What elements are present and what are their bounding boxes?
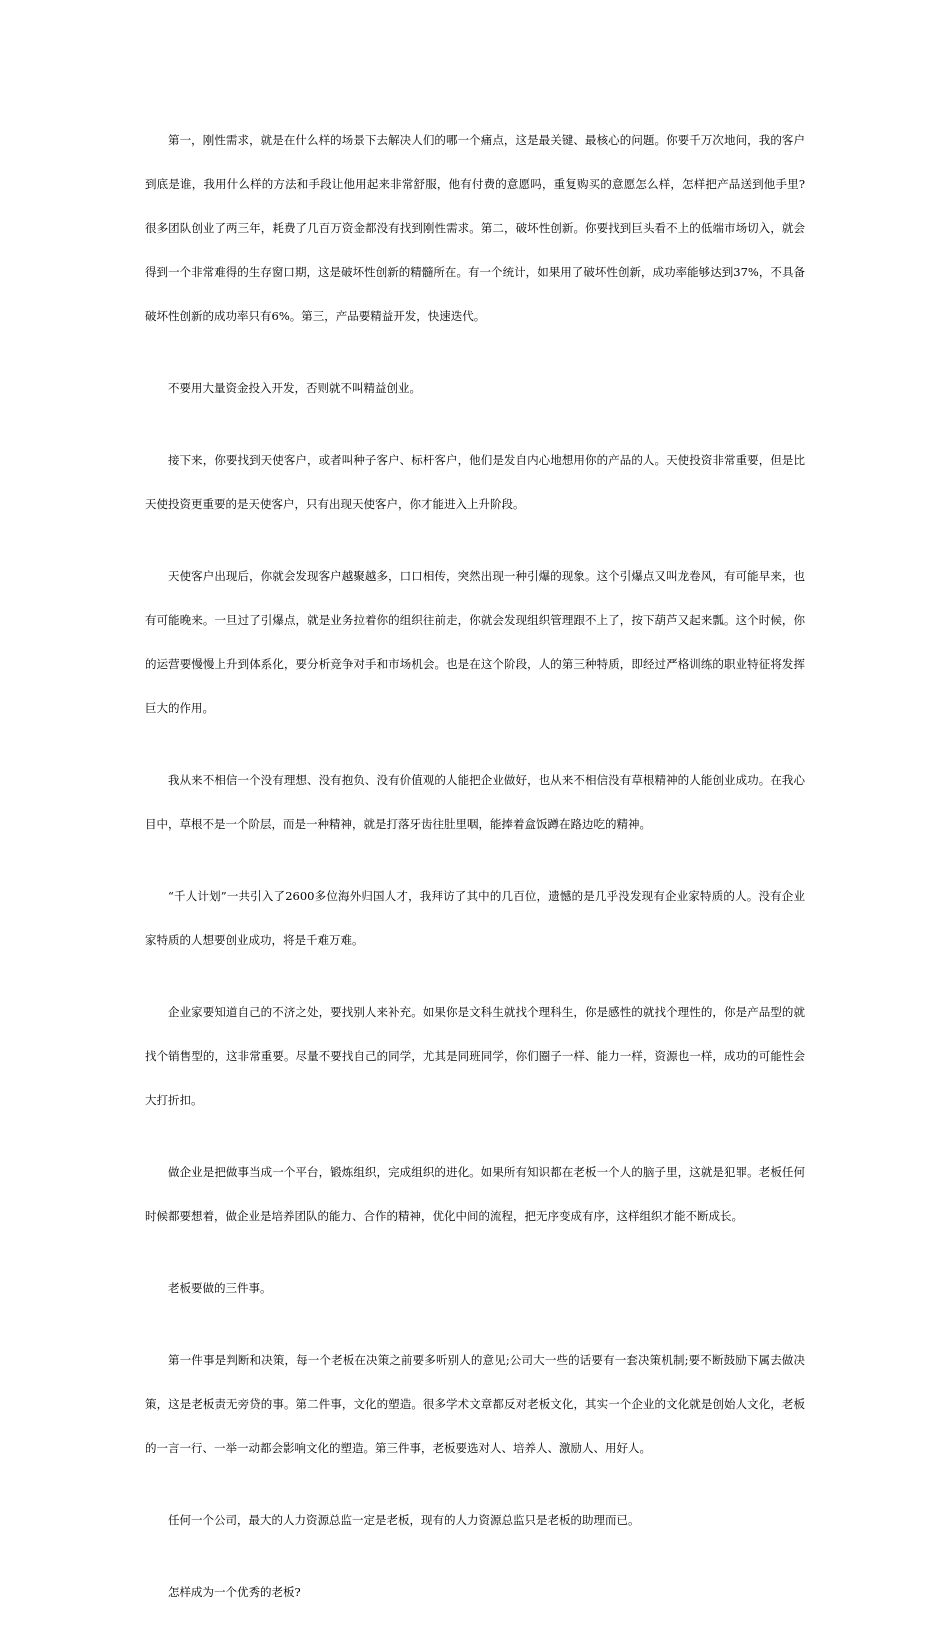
paragraph-5: 我从来不相信一个没有理想、没有抱负、没有价值观的人能把企业做好，也从来不相信没有草根精神的人能创业成功。在我心目中，草根不是一个阶层，而是一种精神，就是打落牙齿往肚里咽，能捧着盒饭蹲在路边吃的精神。 [145,773,805,831]
paragraph-11: 任何一个公司，最大的人力资源总监一定是老板，现有的人力资源总监只是老板的助理而已。 [168,1513,640,1527]
paragraph-10: 第一件事是判断和决策，每一个老板在决策之前要多听别人的意见;公司大一些的话要有一套决策机制;要不断鼓励下属去做决策，这是老板责无旁贷的事。第二件事，文化的塑造。很多学术文章都反对老板文化，其实一个企业的文化就是创始人文化，老板的一言一行、一举一动都会影响文化的塑造。第三件事，老板要选对人、培养人、激励人、用好人。 [145,1353,805,1455]
paragraph-4: 天使客户出现后，你就会发现客户越聚越多，口口相传，突然出现一种引爆的现象。这个引爆点又叫龙卷风，有可能早来，也有可能晚来。一旦过了引爆点，就是业务拉着你的组织往前走，你就会发现组织管理跟不上了，按下葫芦又起来瓢。这个时候，你的运营要慢慢上升到体系化，要分析竞争对手和市场机会。也是在这个阶段，人的第三种特质，即经过严格训练的职业特征将发挥巨大的作用。 [145,569,805,715]
paragraph-1: 第一，刚性需求，就是在什么样的场景下去解决人们的哪一个痛点，这是最关键、最核心的问题。你要千万次地问，我的客户到底是谁，我用什么样的方法和手段让他用起来非常舒服，他有付费的意愿吗，重复购买的意愿怎么样，怎样把产品送到他手里?很多团队创业了两三年，耗费了几百万资金都没有找到刚性需求。第二，破坏性创新。你要找到巨头看不上的低端市场切入，就会得到一个非常难得的生存窗口期，这是破坏性创新的精髓所在。有一个统计，如果用了破坏性创新，成功率能够达到37%，不具备破坏性创新的成功率只有6%。第三，产品要精益开发，快速迭代。 [145,133,805,323]
paragraph-6: “千人计划”一共引入了2600多位海外归国人才，我拜访了其中的几百位，遗憾的是几乎没发现有企业家特质的人。没有企业家特质的人想要创业成功，将是千难万难。 [145,889,805,947]
paragraph-9: 老板要做的三件事。 [168,1281,272,1295]
paragraph-2: 不要用大量资金投入开发，否则就不叫精益创业。 [168,381,421,395]
article-body [145,118,805,1642]
paragraph-12: 怎样成为一个优秀的老板? [168,1585,301,1599]
paragraph-7: 企业家要知道自己的不济之处，要找别人来补充。如果你是文科生就找个理科生，你是感性的就找个理性的，你是产品型的就找个销售型的，这非常重要。尽量不要找自己的同学，尤其是同班同学，你们圈子一样、能力一样，资源也一样，成功的可能性会大打折扣。 [145,1005,805,1107]
paragraph-8: 做企业是把做事当成一个平台，锻炼组织，完成组织的进化。如果所有知识都在老板一个人的脑子里，这就是犯罪。老板任何时候都要想着，做企业是培养团队的能力、合作的精神，优化中间的流程，把无序变成有序，这样组织才能不断成长。 [145,1165,805,1223]
paragraph-3: 接下来，你要找到天使客户，或者叫种子客户、标杆客户，他们是发自内心地想用你的产品的人。天使投资非常重要，但是比天使投资更重要的是天使客户，只有出现天使客户，你才能进入上升阶段。 [145,453,805,511]
